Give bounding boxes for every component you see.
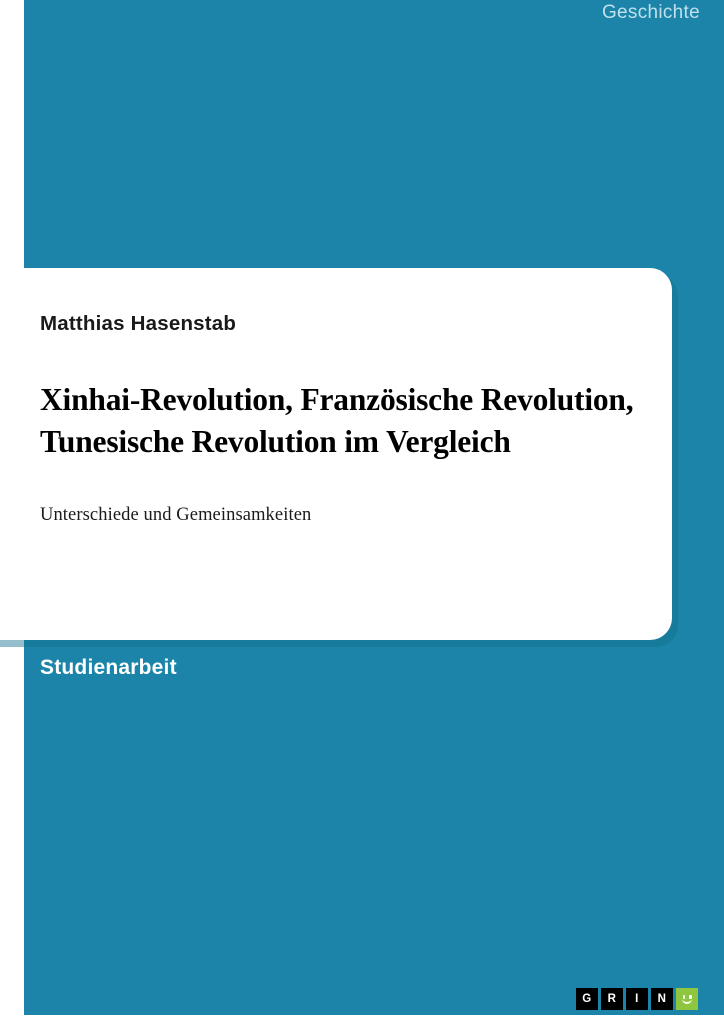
- title-card: [0, 268, 672, 640]
- author-name: Matthias Hasenstab: [40, 312, 237, 335]
- document-type-label: Studienarbeit: [40, 656, 177, 679]
- smiley-icon: [676, 988, 698, 1010]
- page-title: Xinhai-Revolution, Französische Revolution, Tunesische Revolution im Vergleich: [40, 382, 634, 459]
- smiley-mouth: [682, 997, 692, 1004]
- page-subtitle: Unterschiede und Gemeinsamkeiten: [40, 504, 312, 525]
- logo-letter-n: N: [651, 988, 673, 1010]
- logo-letter-r: R: [601, 988, 623, 1010]
- smiley-face: [680, 992, 695, 1007]
- category-label: Geschichte: [601, 2, 700, 23]
- logo-letter-i: I: [626, 988, 648, 1010]
- logo-letter-g: G: [576, 988, 598, 1010]
- bottom-margin-strip: [0, 1015, 724, 1024]
- grin-logo: [576, 988, 698, 1010]
